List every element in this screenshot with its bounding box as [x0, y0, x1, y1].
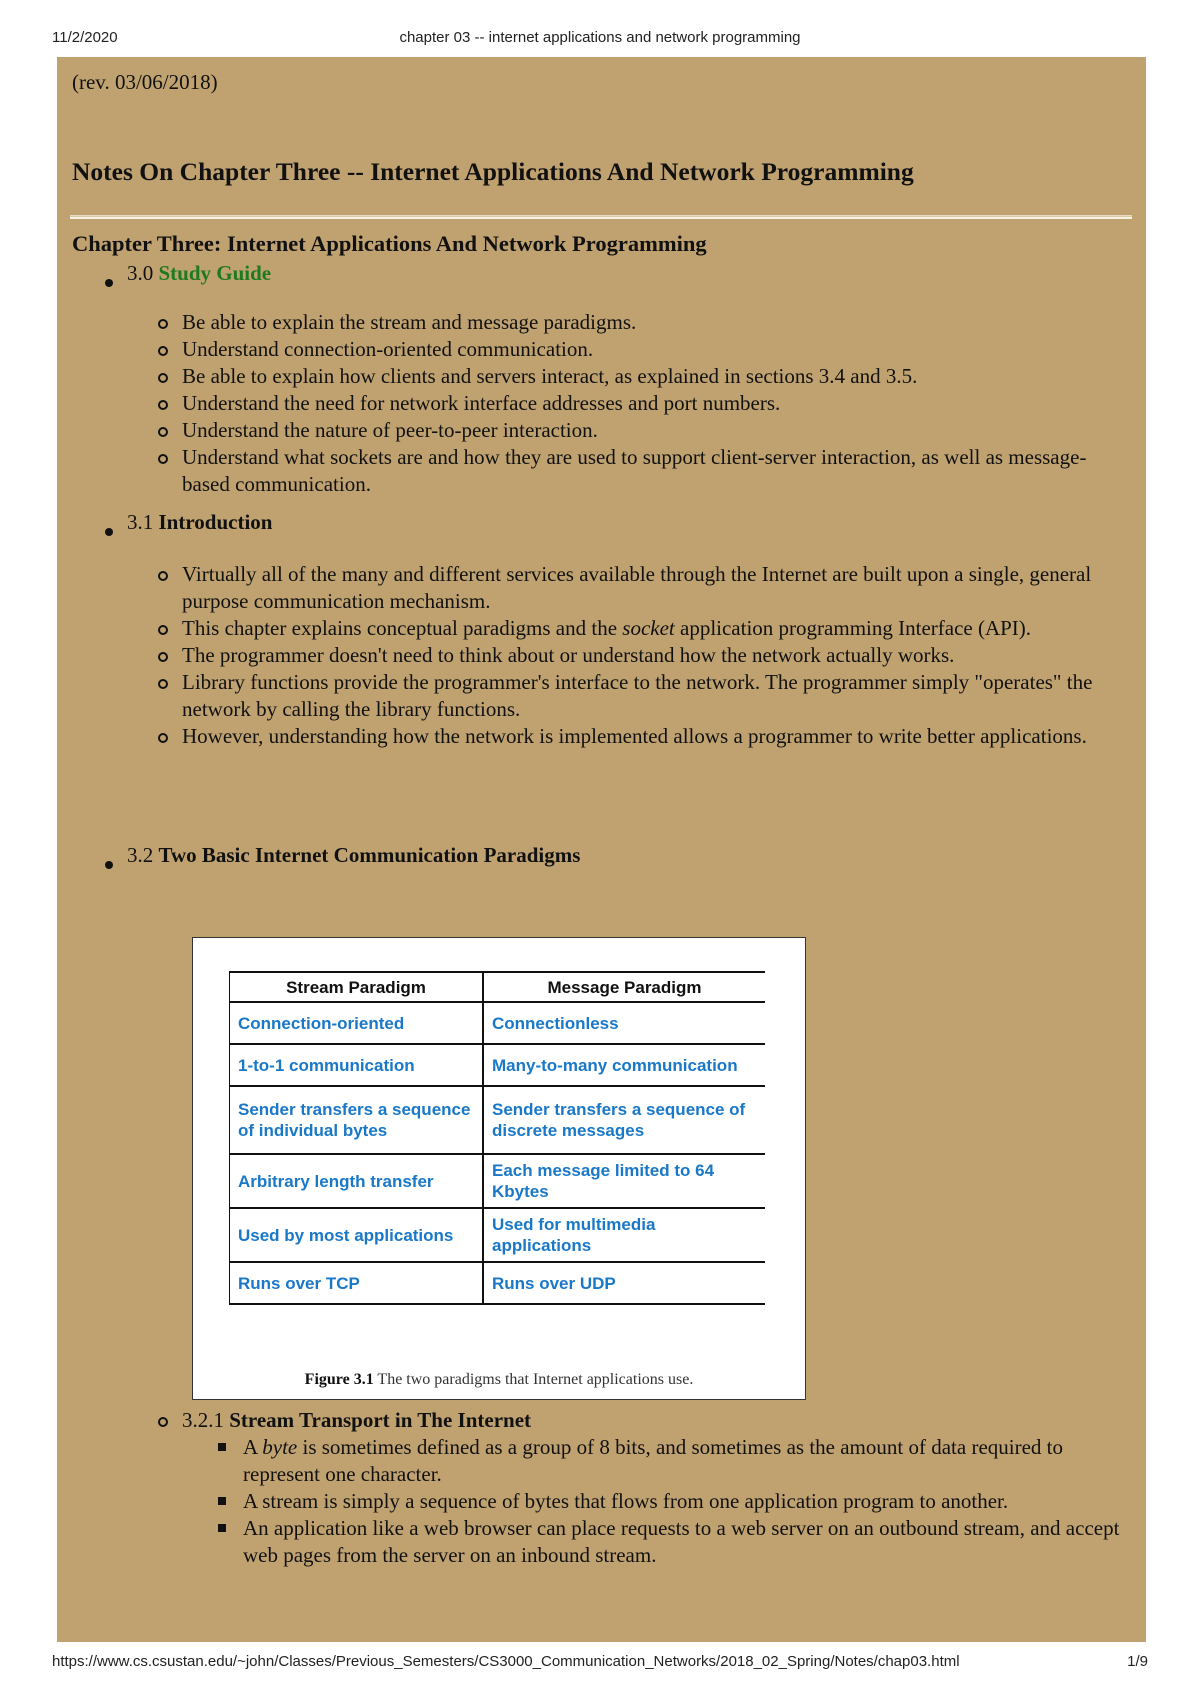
table-cell: Used for multimedia applications	[483, 1208, 765, 1262]
chapter-heading: Chapter Three: Internet Applications And Network Programming	[72, 231, 707, 256]
list-item: Understand what sockets are and how they are used to support client-server interaction, as well as message-based communication.	[182, 444, 1132, 498]
paradigms-figure	[192, 937, 806, 1400]
column-header: Stream Paradigm	[230, 972, 484, 1002]
study-guide-link[interactable]: Study Guide	[158, 261, 272, 285]
list-item: The programmer doesn't need to think about or understand how the network actually works.	[182, 642, 1132, 669]
table-cell: Runs over TCP	[230, 1262, 484, 1304]
table-cell: 1-to-1 communication	[230, 1044, 484, 1086]
byte-emphasis: byte	[262, 1435, 298, 1459]
table-cell: Arbitrary length transfer	[230, 1154, 484, 1208]
table-header-row	[230, 972, 766, 1002]
table-cell: Sender transfers a sequence of individual bytes	[230, 1086, 484, 1154]
list-item: Understand connection-oriented communication.	[182, 336, 1132, 363]
horizontal-rule	[70, 215, 1132, 219]
introduction-list	[182, 561, 1132, 750]
stream-transport-list	[243, 1434, 1133, 1569]
table-cell: Each message limited to 64 Kbytes	[483, 1154, 765, 1208]
document-page	[57, 57, 1146, 1642]
table-cell: Many-to-many communication	[483, 1044, 765, 1086]
table-row	[230, 1262, 766, 1304]
table-row	[230, 1208, 766, 1262]
figure-caption	[193, 1366, 805, 1393]
list-item: This chapter explains conceptual paradigms and the socket application programming Interface (API).	[182, 615, 1132, 642]
section-number: 3.2	[127, 843, 154, 867]
paradigms-table	[229, 971, 765, 1305]
revision-note: (rev. 03/06/2018)	[72, 70, 218, 94]
disc-bullet	[105, 861, 113, 869]
socket-emphasis: socket	[622, 616, 675, 640]
disc-bullet	[105, 528, 113, 536]
section-3-1-title	[127, 509, 272, 536]
table-row	[230, 1154, 766, 1208]
table-cell: Sender transfers a sequence of discrete messages	[483, 1086, 765, 1154]
subsection-list	[182, 1407, 1132, 1434]
list-item: Be able to explain how clients and servers interact, as explained in sections 3.4 and 3.5.	[182, 363, 1132, 390]
print-title: chapter 03 -- internet applications and network programming	[399, 29, 801, 46]
section-heading: Two Basic Internet Communication Paradigms	[158, 843, 581, 867]
page-number: 1/9	[1127, 1653, 1148, 1670]
table-row	[230, 1044, 766, 1086]
list-item: However, understanding how the network is implemented allows a programmer to write better applications.	[182, 723, 1132, 750]
list-item: A stream is simply a sequence of bytes that flows from one application program to another.	[243, 1488, 1133, 1515]
page-title: Notes On Chapter Three -- Internet Applications And Network Programming	[72, 157, 914, 186]
section-3-2-1-title	[182, 1407, 1132, 1434]
list-item: Virtually all of the many and different services available through the Internet are built upon a single, general purpose communication mechanism.	[182, 561, 1132, 615]
section-3-2-title	[127, 842, 580, 869]
section-number: 3.2.1	[182, 1408, 224, 1432]
table-cell: Connectionless	[483, 1002, 765, 1044]
table-cell: Connection-oriented	[230, 1002, 484, 1044]
list-item: A byte is sometimes defined as a group of 8 bits, and sometimes as the amount of data required to represent one character.	[243, 1434, 1133, 1488]
list-item: Be able to explain the stream and message paradigms.	[182, 309, 1132, 336]
print-header	[0, 29, 1200, 49]
section-heading: Introduction	[158, 510, 273, 534]
disc-bullet	[105, 279, 113, 287]
list-item: An application like a web browser can place requests to a web server on an outbound stream, and accept web pages from the server on an inbound stream.	[243, 1515, 1133, 1569]
study-guide-list	[182, 309, 1132, 498]
table-cell: Runs over UDP	[483, 1262, 765, 1304]
section-number: 3.0	[127, 261, 154, 285]
list-item: Library functions provide the programmer's interface to the network. The programmer simply "operates" the network by calling the library functions.	[182, 669, 1132, 723]
figure-label: Figure 3.1	[304, 1371, 374, 1388]
print-date: 11/2/2020	[52, 29, 118, 46]
column-header: Message Paradigm	[483, 972, 765, 1002]
print-footer	[0, 1653, 1200, 1673]
list-item: Understand the nature of peer-to-peer interaction.	[182, 417, 1132, 444]
table-row	[230, 1086, 766, 1154]
print-url: https://www.cs.csustan.edu/~john/Classes/Previous_Semesters/CS3000_Communication_Networks/2018_02_Spring/Notes/chap03.html	[52, 1653, 960, 1670]
section-3-0-title	[127, 260, 271, 287]
figure-caption-text: The two paradigms that Internet applications use.	[377, 1371, 694, 1388]
table-cell: Used by most applications	[230, 1208, 484, 1262]
list-item: Understand the need for network interface addresses and port numbers.	[182, 390, 1132, 417]
section-heading: Stream Transport in The Internet	[229, 1408, 532, 1432]
section-number: 3.1	[127, 510, 154, 534]
table-row	[230, 1002, 766, 1044]
